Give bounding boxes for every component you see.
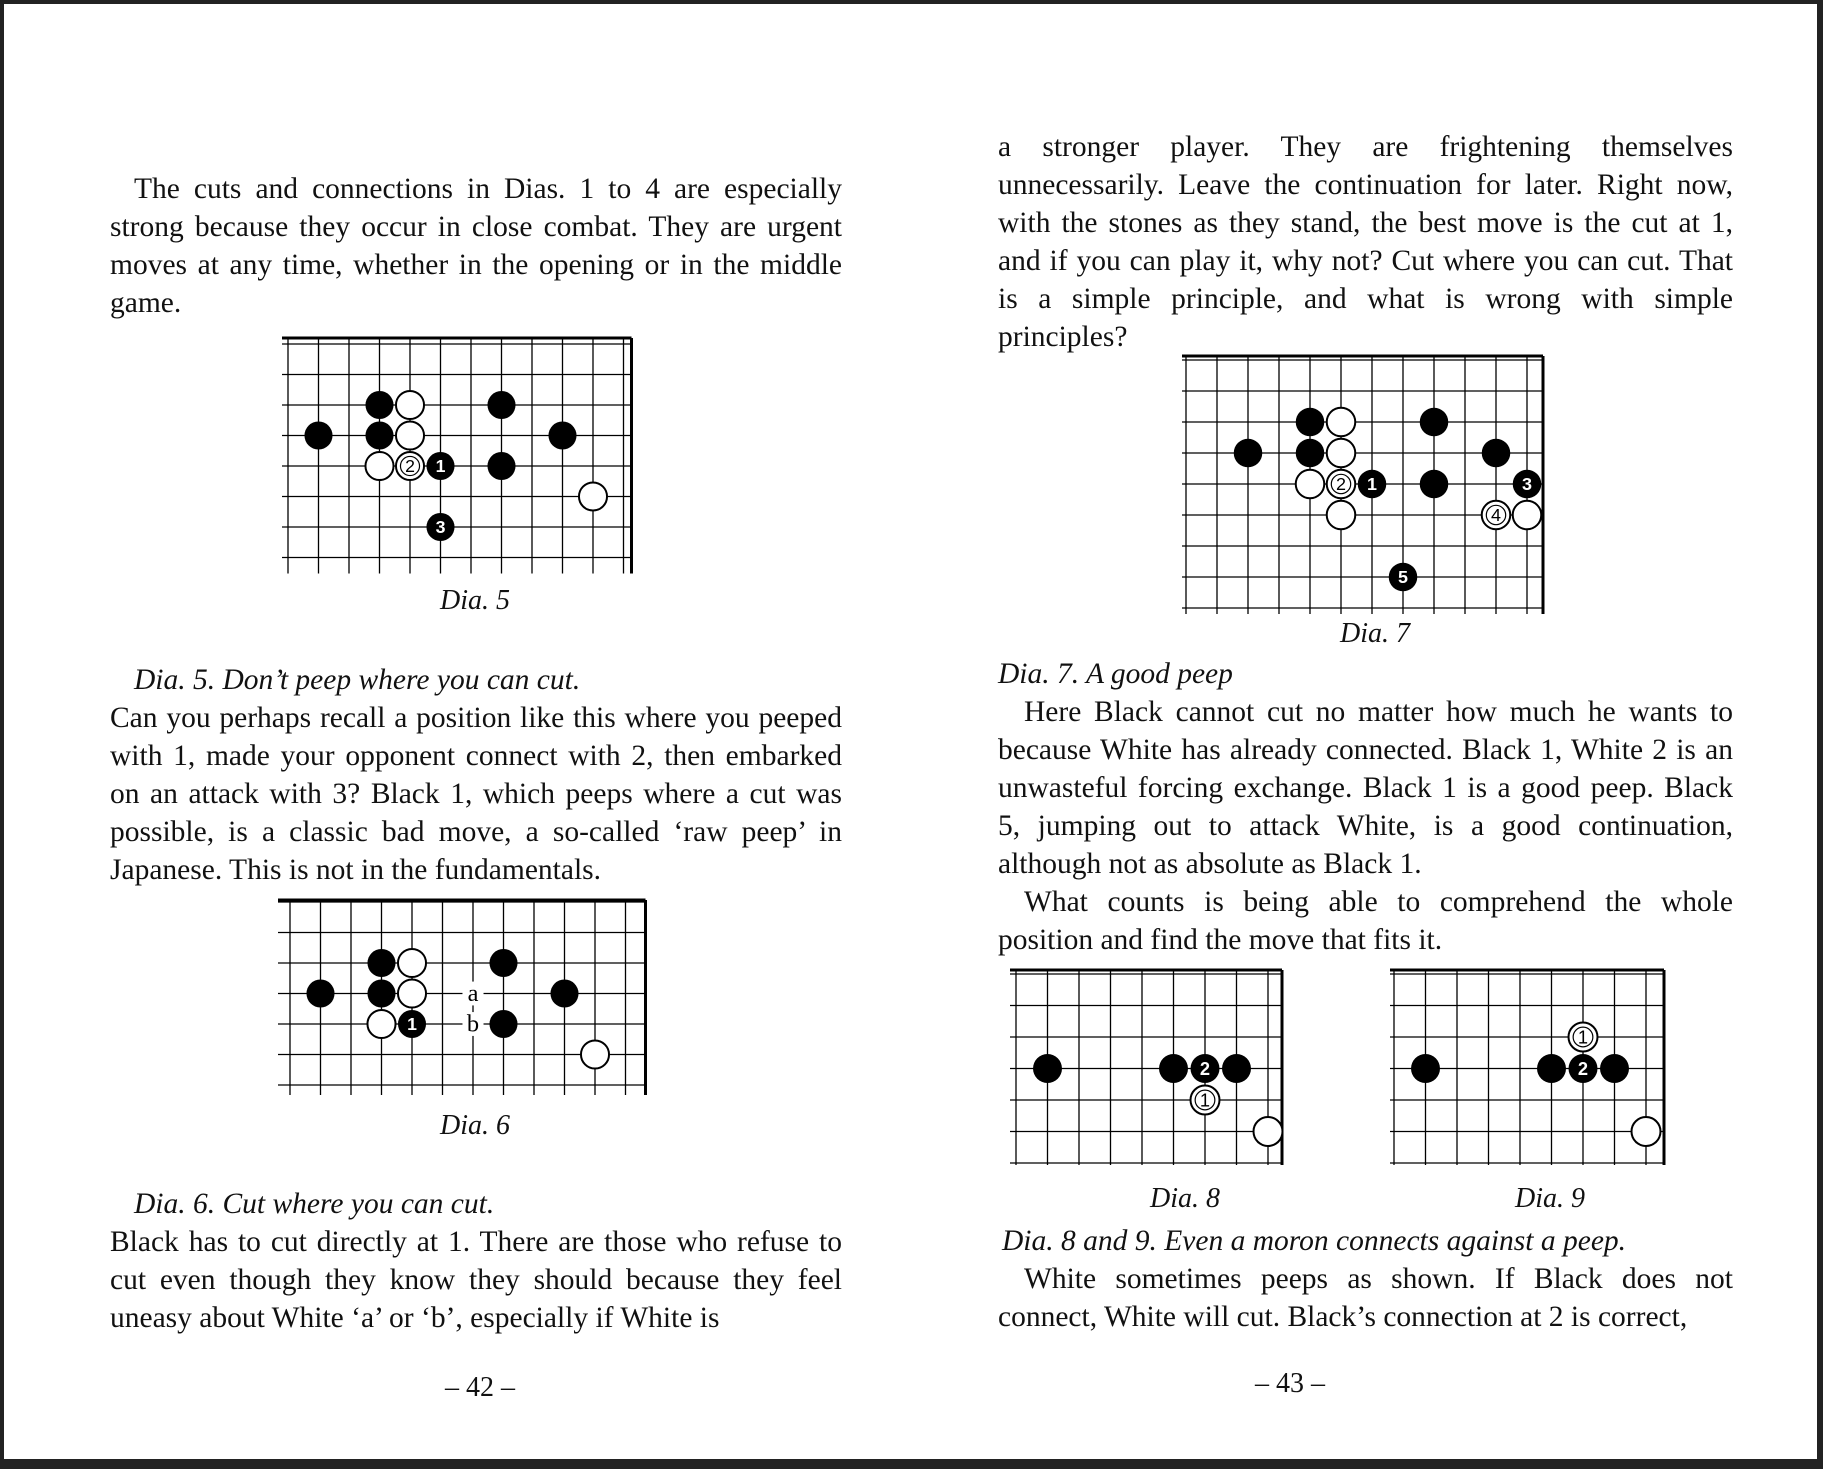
black-stone-3 [426,513,454,541]
right-page [900,0,1823,1469]
left-intro-paragraph: The cuts and connections in Dias. 1 to 4 are especially strong because they occur in close combat. They are urgent moves at any time, whether in the opening or in the middle game. [110,173,842,319]
svg-text:2: 2 [1199,1057,1211,1079]
black-stone [1600,1054,1629,1083]
black-stone [365,421,393,449]
svg-text:2: 2 [1577,1057,1589,1079]
left-page [0,0,900,1469]
white-stone [365,452,393,480]
dia7-label: Dia. 7 [1340,618,1410,649]
svg-text:1: 1 [1577,1026,1589,1048]
black-stone [365,391,393,419]
black-stone [1296,439,1325,468]
white-stone-1 [1191,1086,1220,1115]
black-stone [548,421,576,449]
svg-text:1: 1 [435,456,446,477]
white-stone [396,391,424,419]
black-stone-1 [1358,470,1387,499]
dia8-label: Dia. 8 [1150,1183,1220,1214]
black-stone [1296,408,1325,437]
white-stone [1327,439,1356,468]
dia6-letter-b: b [466,1010,480,1038]
dia6-paragraph: Black has to cut directly at 1. There are those who refuse to cut even though they know they should because they feel uneasy about White ‘a’ or ‘b’, especially if White is [110,1226,842,1334]
right-page-number: – 43 – [1255,1368,1325,1399]
black-stone [1033,1054,1062,1083]
svg-text:1: 1 [1367,474,1377,495]
white-stone [1254,1117,1283,1146]
white-stone [1327,408,1356,437]
left-page-number: – 42 – [445,1372,515,1403]
white-stone-4 [1482,501,1511,530]
black-stone [489,1010,517,1038]
dia7-caption: Dia. 7. A good peep [998,658,1233,690]
dia9-board [1390,970,1736,1180]
white-stone [1513,501,1542,530]
black-stone [1411,1054,1440,1083]
white-stone [396,421,424,449]
black-stone [306,979,334,1007]
black-stone [1482,439,1511,468]
white-stone-2 [1327,470,1356,499]
black-stone [487,391,515,419]
black-stone-1 [398,1010,426,1038]
black-stone-3 [1513,470,1542,499]
white-stone [398,979,426,1007]
dia5-paragraph: Can you perhaps recall a position like this where you peeped with 1, made your opponent connect with 2, then embarked on an attack with 3? Black 1, which peeps where a cut was possible, is a classic bad move, a so-called ‘raw peep’ in Japanese. This is not in the fundamentals. [110,702,842,886]
black-stone [1537,1054,1566,1083]
svg-text:4: 4 [1491,505,1501,526]
black-stone [367,979,395,1007]
dia8-board [1010,970,1356,1180]
dia89-paragraph: White sometimes peeps as shown. If Black does not connect, White will cut. Black’s connection at 2 is correct, [998,1263,1733,1333]
white-stone-1 [1569,1023,1598,1052]
dia9-label: Dia. 9 [1515,1183,1585,1214]
black-stone [1420,408,1449,437]
dia7-paragraph-2: What counts is being able to comprehend the whole position and find the move that fits it. [998,886,1733,956]
white-stone-2 [396,452,424,480]
white-stone [1296,470,1325,499]
black-stone [304,421,332,449]
svg-text:1: 1 [407,1014,417,1035]
white-stone [1632,1117,1661,1146]
dia6-board [278,900,674,1110]
white-stone [367,1010,395,1038]
black-stone-1 [426,452,454,480]
black-stone [487,452,515,480]
black-stone [1159,1054,1188,1083]
svg-text:5: 5 [1398,567,1408,588]
black-stone [367,949,395,977]
dia5-board [282,338,678,578]
svg-text:3: 3 [435,517,446,538]
black-stone [1234,439,1263,468]
right-intro-paragraph: a stronger player. They are frightening themselves unnecessarily. Leave the continuation for later. Right now, with the stones as they stand, the best move is the cut at 1, and if you can play it, why not? Cut where you can cut. That is a simple principle, and what is wrong with simple principles? [998,131,1733,353]
black-stone-2 [1191,1054,1220,1083]
white-stone [1327,501,1356,530]
black-stone [550,979,578,1007]
white-stone [581,1040,609,1068]
svg-text:2: 2 [405,456,415,477]
dia89-caption: Dia. 8 and 9. Even a moron connects against a peep. [1002,1225,1627,1257]
black-stone [1222,1054,1251,1083]
dia7-paragraph-1: Here Black cannot cut no matter how much he wants to because White has already connected. Black 1, White 2 is an unwasteful forcing exchange. Black 1 is a good peep. Black 5, jumping out to attack White, is a good continuation, although not as absolute as Black 1. [998,696,1733,880]
dia6-caption: Dia. 6. Cut where you can cut. [134,1188,495,1220]
black-stone [489,949,517,977]
svg-text:1: 1 [1199,1089,1211,1111]
dia6-label: Dia. 6 [440,1110,510,1141]
dia5-caption: Dia. 5. Don’t peep where you can cut. [134,664,581,696]
black-stone-2 [1569,1054,1598,1083]
svg-text:3: 3 [1522,474,1532,495]
svg-text:2: 2 [1336,474,1346,495]
white-stone [398,949,426,977]
dia7-board [1182,356,1578,626]
dia5-grid [282,338,632,574]
dia5-label: Dia. 5 [440,585,510,616]
dia6-letter-a: a [467,980,479,1008]
black-stone-5 [1389,563,1418,592]
white-stone [579,482,607,510]
black-stone [1420,470,1449,499]
